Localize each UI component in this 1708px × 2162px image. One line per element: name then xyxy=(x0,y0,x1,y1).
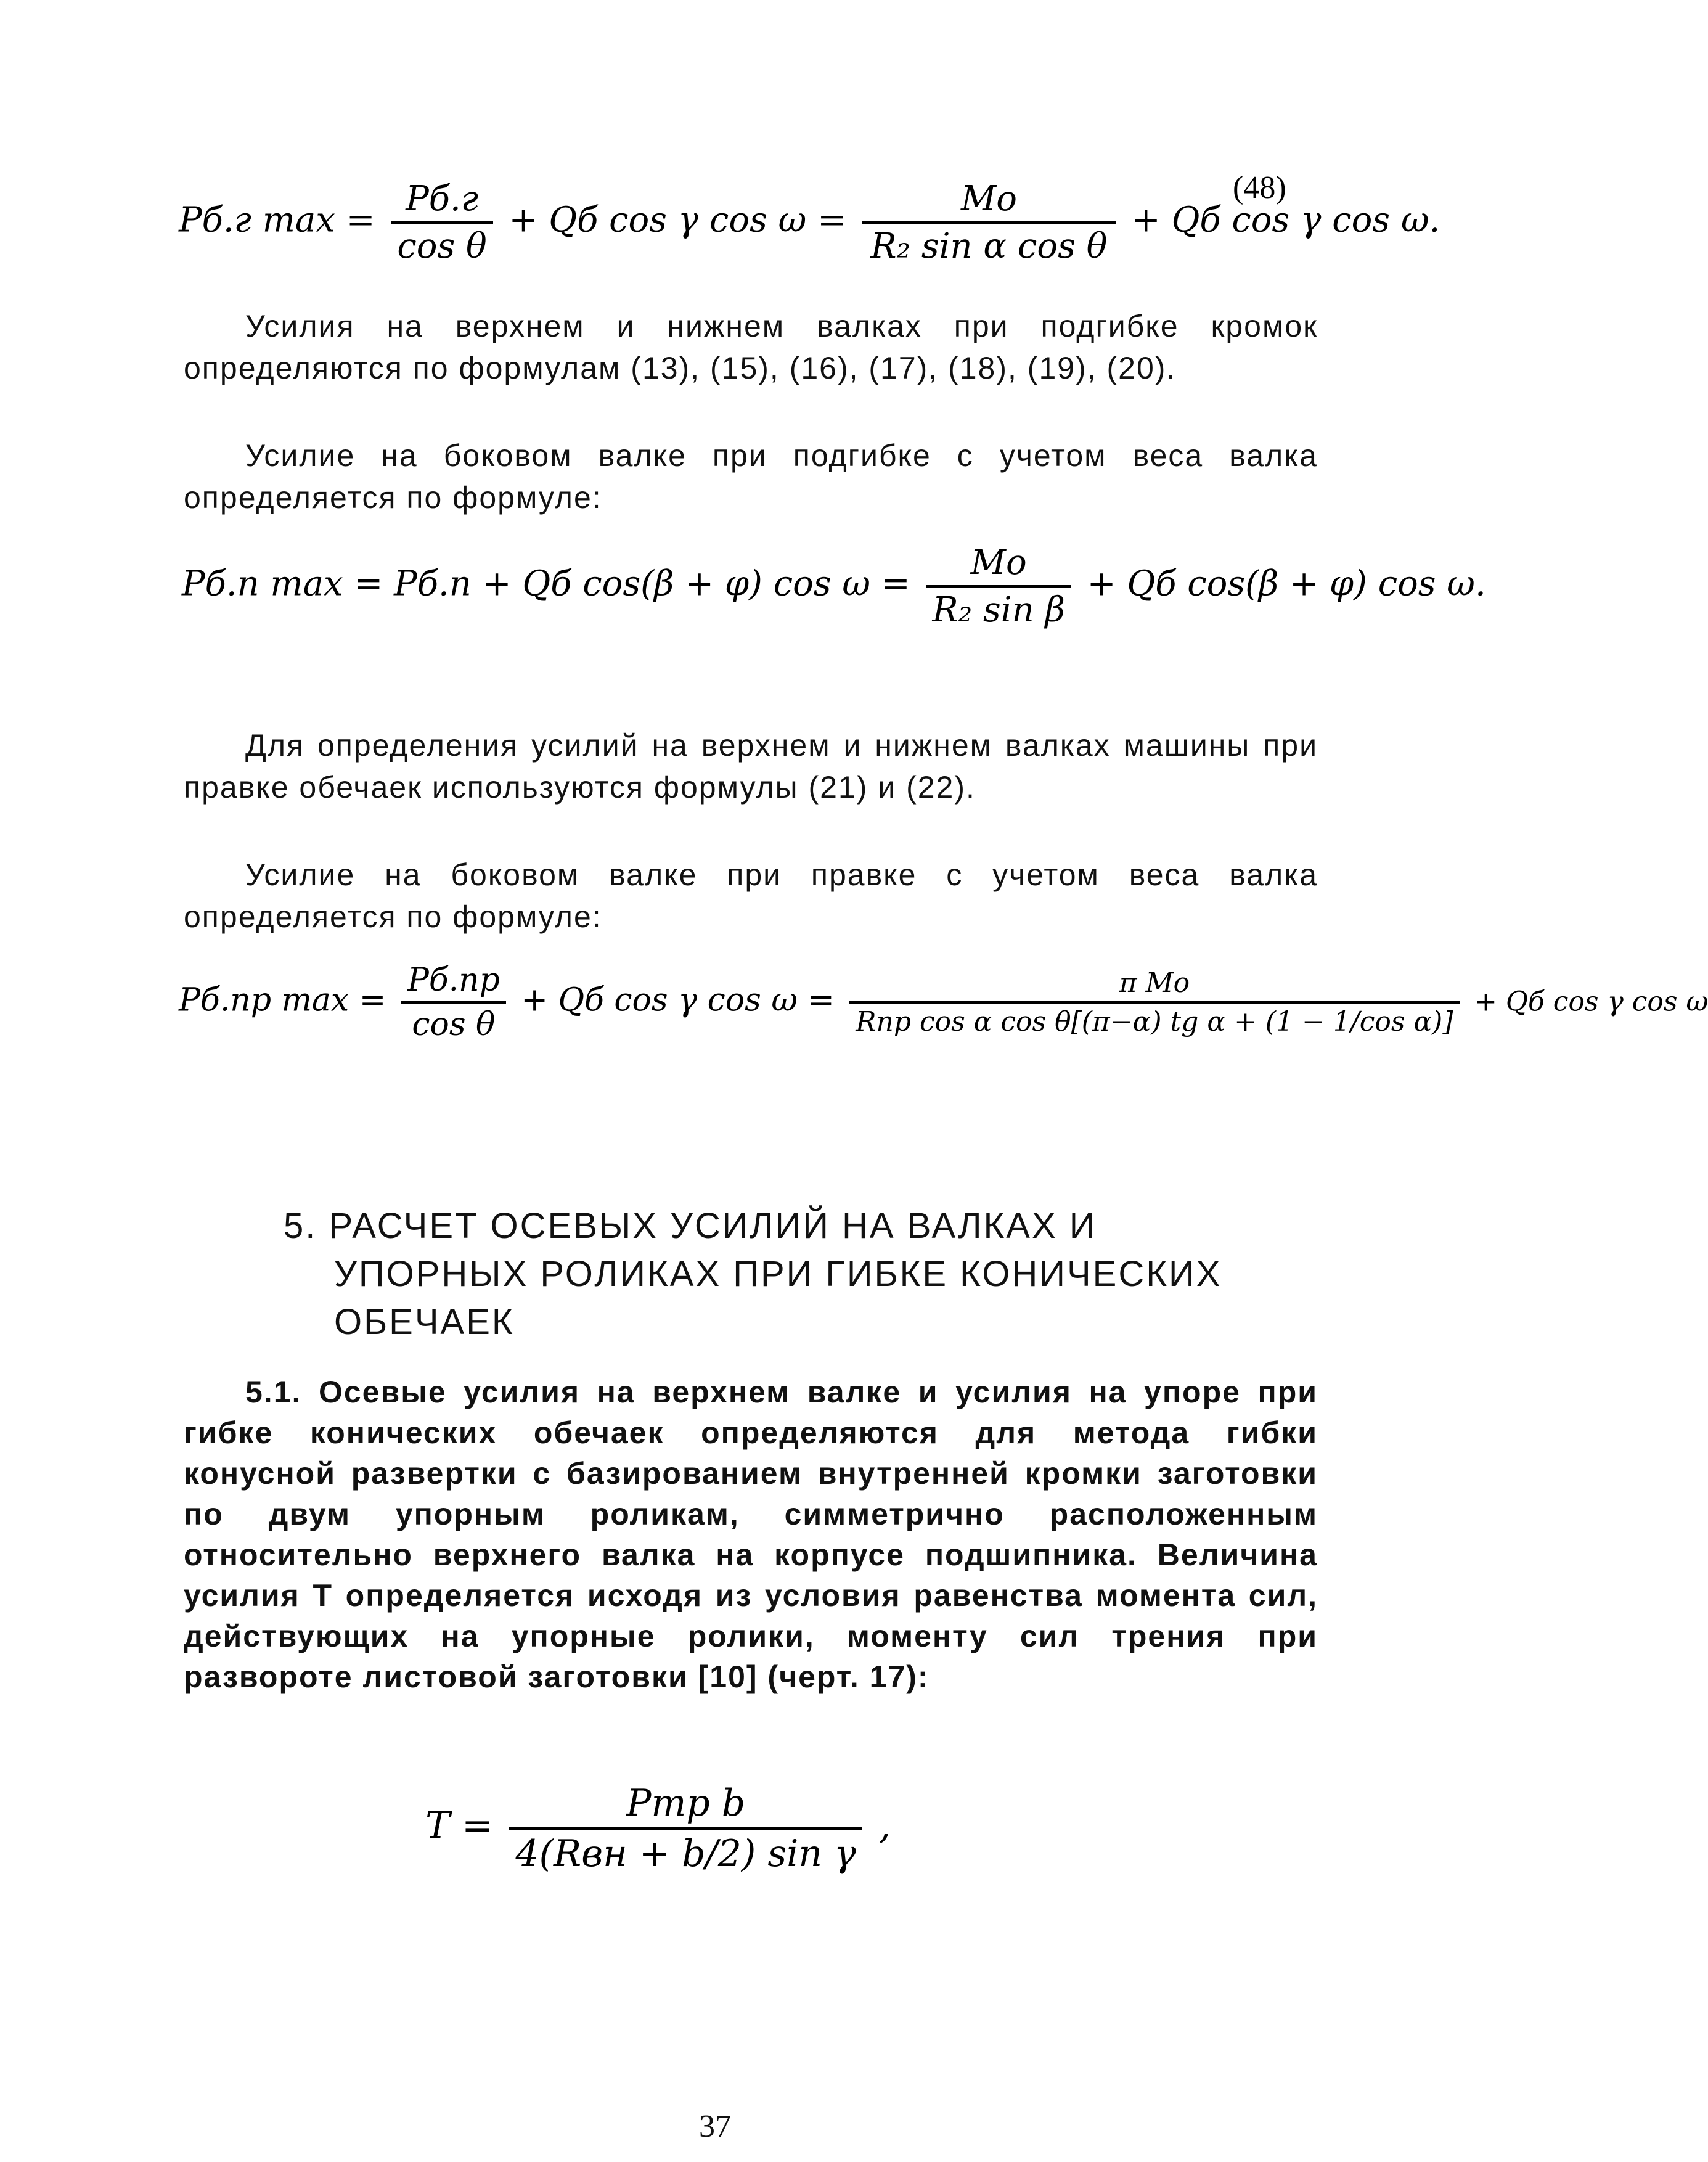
paragraph-1: Усилия на верхнем и нижнем валках при подгибке кромок определяются по формулам (13), (15), (16), (17), (18), (19), (20). xyxy=(184,309,1318,385)
section-heading xyxy=(284,1202,1319,1346)
page-number: 37 xyxy=(699,2109,731,2144)
section-heading-line-1: 5. РАСЧЕТ ОСЕВЫХ УСИЛИЙ НА ВАЛКАХ И xyxy=(284,1206,1097,1246)
formula-pr-lhs: Pб.пр max xyxy=(179,981,349,1019)
paragraph-2: Усилие на боковом валке при подгибке с учетом веса валка определяется по формуле: xyxy=(184,438,1318,515)
formula-48: Pб.г max = $\frac{Pб.г}{\text{cos θ}}$ + Qб cos γ cos ω = $\frac{Mо}{\text{R₂ sin α cos θ}}$ + Qб cos γ cos ω. (48) xyxy=(179,170,1440,266)
formula-pr-frac2-den: Rпр cos α cos θ[(π−α) tg α + (1 − 1/cos α)] xyxy=(856,1006,1453,1038)
formula-number: (48) xyxy=(1233,170,1286,205)
formula-48-frac1-den: cos θ xyxy=(397,226,487,266)
formula-pr-frac1-num: Pб.пр xyxy=(401,962,506,1004)
formula-straightening: Pб.пр max = $\frac{Pб.пр}{\text{cos θ}}$ + Qб cos γ cos ω = $\frac{\text{π Mо}}{\text{Rпр cos α cos θ[(π−α) tg α + (1 − 1/cos α)]}}$ + Qб cos γ cos ω xyxy=(179,962,1708,1043)
section-heading-line-3: ОБЕЧАЕК xyxy=(334,1302,515,1342)
formula-pr-frac1-den: cos θ xyxy=(412,1006,496,1043)
formula-pr-mid: + Qб cos γ cos ω = xyxy=(521,981,835,1019)
formula-t xyxy=(0,1769,1529,1917)
formula-t-frac-num: Pтр b xyxy=(509,1782,862,1830)
formula-48-tail: + Qб cos γ cos ω. xyxy=(1131,200,1440,240)
formula-side-roll xyxy=(0,530,1529,641)
formula-48-frac1-num: Pб.г xyxy=(391,179,492,224)
formula-t-tail: , xyxy=(878,1804,891,1848)
paragraph-3: Для определения усилий на верхнем и нижнем валках машины при правке обечаек используются формулы (21) и (22). xyxy=(184,728,1318,805)
formula-side-mid: = Pб.п + Qб cos(β + φ) cos ω = xyxy=(354,563,910,604)
paragraph-4: Усилие на боковом валке при правке с учетом веса валка определяется по формуле: xyxy=(184,858,1318,934)
formula-t-lhs: T = xyxy=(425,1804,493,1848)
section-heading-line-2: УПОРНЫХ РОЛИКАХ ПРИ ГИБКЕ КОНИЧЕСКИХ xyxy=(334,1254,1222,1294)
formula-side-lhs: Pб.п max xyxy=(182,563,343,604)
formula-pr-tail: + Qб cos γ cos ω xyxy=(1474,986,1708,1018)
formula-48-frac2-den: R₂ sin α cos θ xyxy=(870,226,1108,266)
formula-48-mid: + Qб cos γ cos ω = xyxy=(509,200,847,240)
formula-side-frac-num: Mо xyxy=(926,543,1071,588)
formula-pr-frac2-num: π Mо xyxy=(849,967,1459,1004)
formula-side-frac-den: R₂ sin β xyxy=(932,590,1065,630)
formula-t-frac-den: 4(Rвн + b/2) sin γ xyxy=(515,1832,856,1875)
paragraph-5-1: 5.1. Осевые усилия на верхнем валке и усилия на упоре при гибке конических обечаек определяются для метода гибки конусной развертки с базированием внутренней кромки заготовки по двум упорным роликам, симметрично расположенным относительно верхнего валка на корпусе подшипника. Величина усилия T определяется исходя из условия равенства момента сил, действующих на упорные ролики, моменту сил трения при развороте листовой заготовки [10] (черт. 17): xyxy=(184,1375,1318,1694)
formula-48-lhs: Pб.г max xyxy=(179,200,335,240)
formula-side-tail: + Qб cos(β + φ) cos ω. xyxy=(1087,563,1486,604)
formula-48-frac2-num: Mо xyxy=(862,179,1116,224)
